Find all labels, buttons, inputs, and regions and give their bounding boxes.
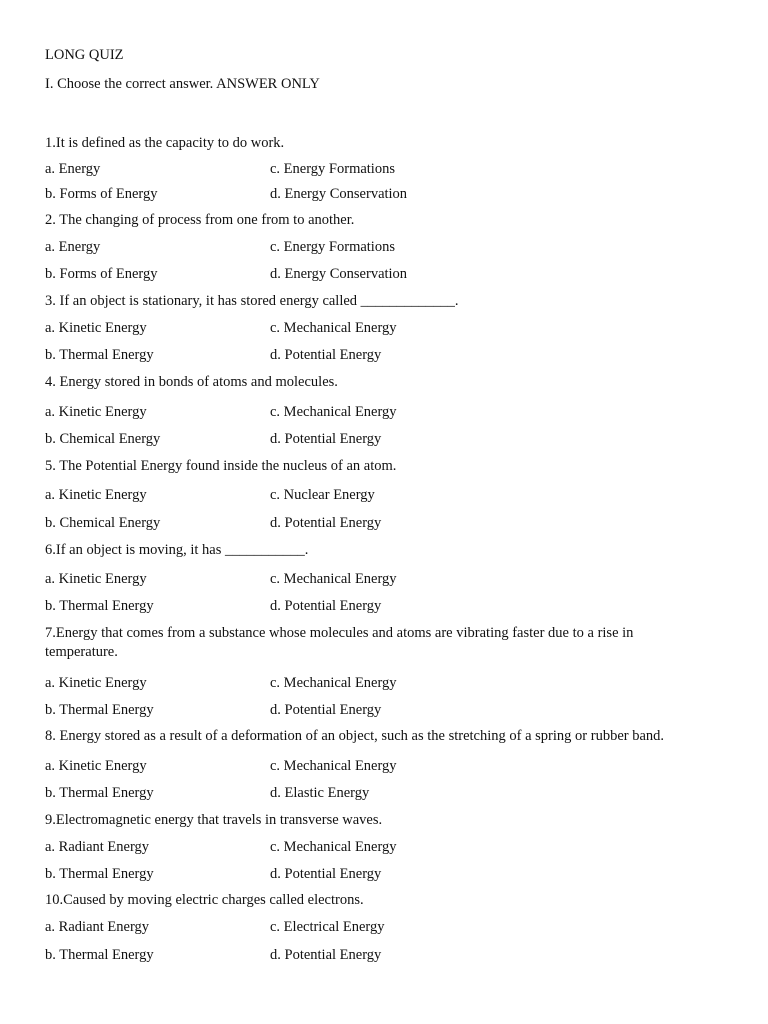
option-a: a. Kinetic Energy — [45, 404, 147, 420]
option-d: d. Elastic Energy — [270, 785, 370, 801]
option-d: d. Potential Energy — [270, 347, 382, 363]
option-d: d. Potential Energy — [270, 431, 382, 447]
option-b: b. Chemical Energy — [45, 515, 161, 531]
quiz-title: LONG QUIZ — [45, 47, 124, 63]
option-row — [45, 701, 725, 720]
option-row — [45, 674, 725, 693]
option-row — [45, 403, 725, 422]
option-c: c. Mechanical Energy — [270, 839, 397, 855]
question-text: 4. Energy stored in bonds of atoms and molecules. — [45, 374, 338, 390]
option-a: a. Kinetic Energy — [45, 571, 147, 587]
option-d: d. Potential Energy — [270, 702, 382, 718]
option-b: b. Thermal Energy — [45, 702, 154, 718]
option-c: c. Energy Formations — [270, 239, 395, 255]
option-d: d. Potential Energy — [270, 947, 382, 963]
option-b: b. Chemical Energy — [45, 431, 161, 447]
option-c: c. Nuclear Energy — [270, 487, 375, 503]
option-b: b. Thermal Energy — [45, 866, 154, 882]
option-row — [45, 784, 725, 803]
question-text: 2. The changing of process from one from to another. — [45, 212, 355, 228]
option-a: a. Kinetic Energy — [45, 675, 147, 691]
option-row — [45, 185, 725, 204]
option-row — [45, 265, 725, 284]
option-row — [45, 430, 725, 449]
question-text: 10.Caused by moving electric charges called electrons. — [45, 892, 364, 908]
option-c: c. Mechanical Energy — [270, 571, 397, 587]
option-row — [45, 838, 725, 857]
option-row — [45, 570, 725, 589]
question-text: 9.Electromagnetic energy that travels in transverse waves. — [45, 812, 383, 828]
option-b: b. Forms of Energy — [45, 266, 158, 282]
option-c: c. Mechanical Energy — [270, 404, 397, 420]
option-d: d. Potential Energy — [270, 598, 382, 614]
quiz-instructions: I. Choose the correct answer. ANSWER ONLY — [45, 76, 320, 92]
option-c: c. Energy Formations — [270, 161, 395, 177]
question-text: 1.It is defined as the capacity to do work. — [45, 135, 285, 151]
option-row — [45, 346, 725, 365]
option-row — [45, 160, 725, 179]
option-row — [45, 597, 725, 616]
option-b: b. Thermal Energy — [45, 785, 154, 801]
option-c: c. Mechanical Energy — [270, 320, 397, 336]
option-row — [45, 757, 725, 776]
option-row — [45, 238, 725, 257]
option-row — [45, 319, 725, 338]
option-b: b. Thermal Energy — [45, 347, 154, 363]
question-text: 3. If an object is stationary, it has stored energy called _____________. — [45, 293, 459, 309]
option-d: d. Energy Conservation — [270, 186, 408, 202]
option-d: d. Potential Energy — [270, 515, 382, 531]
question-text: 7.Energy that comes from a substance whose molecules and atoms are vibrating faster due to a rise in temperature. — [45, 625, 634, 660]
option-a: a. Energy — [45, 239, 101, 255]
option-d: d. Energy Conservation — [270, 266, 408, 282]
option-c: c. Mechanical Energy — [270, 758, 397, 774]
question-text: 8. Energy stored as a result of a deformation of an object, such as the stretching of a spring or rubber band. — [45, 728, 665, 744]
option-row — [45, 514, 725, 533]
option-a: a. Energy — [45, 161, 101, 177]
option-a: a. Kinetic Energy — [45, 758, 147, 774]
option-row — [45, 918, 725, 937]
option-a: a. Kinetic Energy — [45, 487, 147, 503]
question-text: 6.If an object is moving, it has ___________. — [45, 542, 309, 558]
option-c: c. Mechanical Energy — [270, 675, 397, 691]
option-d: d. Potential Energy — [270, 866, 382, 882]
option-a: a. Radiant Energy — [45, 919, 150, 935]
option-row — [45, 865, 725, 884]
option-b: b. Thermal Energy — [45, 947, 154, 963]
option-row — [45, 946, 725, 965]
option-a: a. Kinetic Energy — [45, 320, 147, 336]
question-text: 5. The Potential Energy found inside the nucleus of an atom. — [45, 458, 397, 474]
option-row — [45, 486, 725, 505]
option-b: b. Thermal Energy — [45, 598, 154, 614]
option-b: b. Forms of Energy — [45, 186, 158, 202]
option-c: c. Electrical Energy — [270, 919, 385, 935]
option-a: a. Radiant Energy — [45, 839, 150, 855]
